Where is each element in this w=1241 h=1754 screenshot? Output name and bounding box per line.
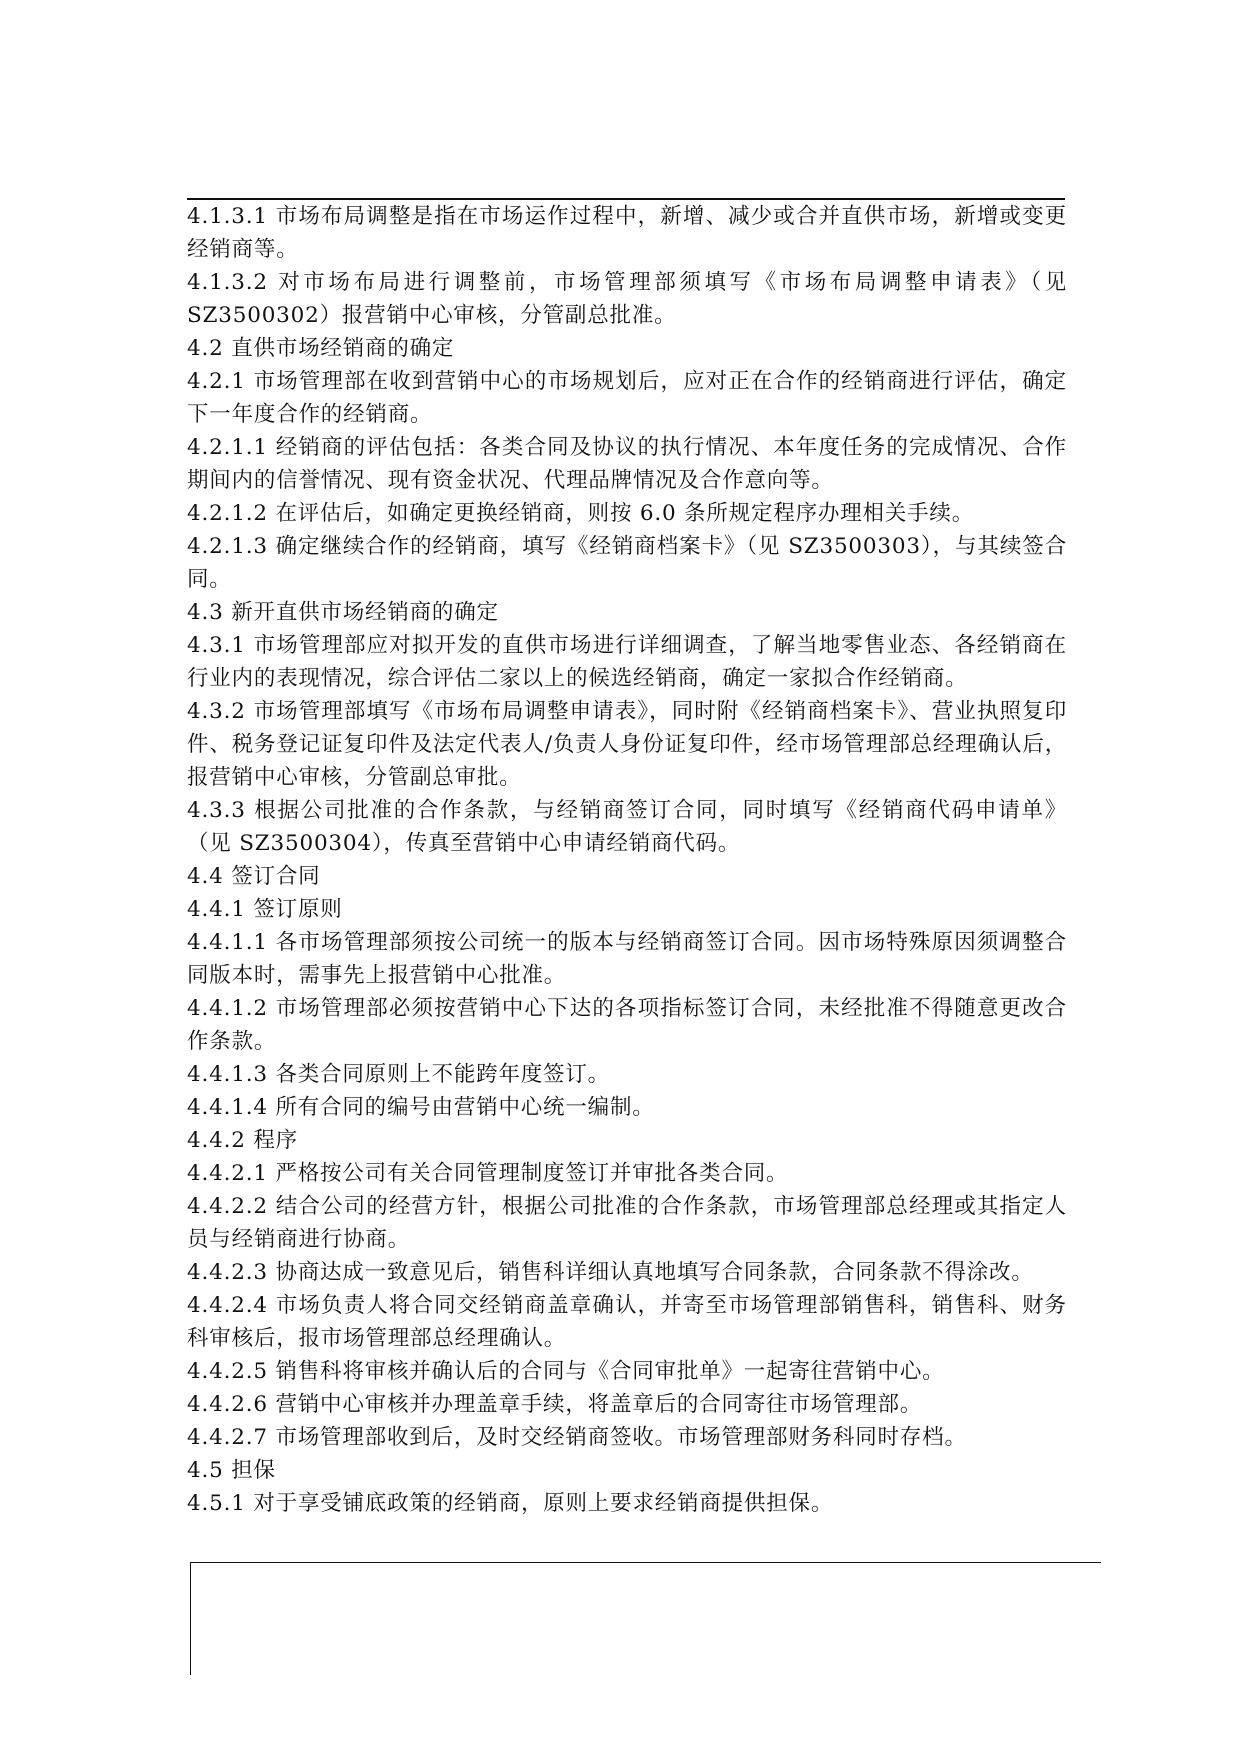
- footer-frame: [190, 1562, 1101, 1675]
- document-body: [187, 200, 1067, 1520]
- paragraph: 4.4.1.3 各类合同原则上不能跨年度签订。: [187, 1062, 610, 1087]
- paragraph: 4.4.2.2 结合公司的经营方针，根据公司批准的合作条款，市场管理部总经理或其指定人员与经销商进行协商。: [187, 1194, 1067, 1252]
- paragraph: 4.2.1.3 确定继续合作的经销商，填写《经销商档案卡》（见 SZ3500303），与其续签合同。: [187, 534, 1067, 592]
- paragraph: 4.4.1.1 各市场管理部须按公司统一的版本与经销商签订合同。因市场特殊原因须调整合同版本时，需事先上报营销中心批准。: [187, 930, 1067, 988]
- subsection-heading: 4.4.1 签订原则: [187, 897, 343, 922]
- paragraph: 4.3.2 市场管理部填写《市场布局调整申请表》，同时附《经销商档案卡》、营业执照复印件、税务登记证复印件及法定代表人/负责人身份证复印件，经市场管理部总经理确认后，报营销中心审核，分管副总审批。: [187, 699, 1067, 790]
- section-heading: 4.3 新开直供市场经销商的确定: [187, 600, 499, 625]
- paragraph: 4.4.2.6 营销中心审核并办理盖章手续，将盖章后的合同寄往市场管理部。: [187, 1392, 923, 1417]
- paragraph: 4.4.2.4 市场负责人将合同交经销商盖章确认，并寄至市场管理部销售科，销售科、财务科审核后，报市场管理部总经理确认。: [187, 1293, 1067, 1351]
- paragraph: 4.2.1.2 在评估后，如确定更换经销商，则按 6.0 条所规定程序办理相关手续。: [187, 501, 975, 526]
- paragraph: 4.3.1 市场管理部应对拟开发的直供市场进行详细调查，了解当地零售业态、各经销商在行业内的表现情况，综合评估二家以上的候选经销商，确定一家拟合作经销商。: [187, 633, 1067, 691]
- paragraph: 4.1.3.2 对市场布局进行调整前，市场管理部须填写《市场布局调整申请表》（见 SZ3500302）报营销中心审核，分管副总批准。: [187, 270, 1067, 328]
- paragraph: 4.2.1.1 经销商的评估包括：各类合同及协议的执行情况、本年度任务的完成情况、合作期间内的信誉情况、现有资金状况、代理品牌情况及合作意向等。: [187, 435, 1067, 493]
- section-heading: 4.5 担保: [187, 1458, 276, 1483]
- paragraph: 4.2.1 市场管理部在收到营销中心的市场规划后，应对正在合作的经销商进行评估，确定下一年度合作的经销商。: [187, 369, 1067, 427]
- paragraph: 4.4.2.1 严格按公司有关合同管理制度签订并审批各类合同。: [187, 1161, 789, 1186]
- section-heading: 4.4 签订合同: [187, 864, 321, 889]
- paragraph: 4.5.1 对于享受铺底政策的经销商，原则上要求经销商提供担保。: [187, 1491, 834, 1516]
- paragraph: 4.4.2.3 协商达成一致意见后，销售科详细认真地填写合同条款，合同条款不得涂改。: [187, 1260, 1034, 1285]
- paragraph: 4.4.1.2 市场管理部必须按营销中心下达的各项指标签订合同，未经批准不得随意更改合作条款。: [187, 996, 1067, 1054]
- section-heading: 4.2 直供市场经销商的确定: [187, 336, 455, 361]
- paragraph: 4.4.2.5 销售科将审核并确认后的合同与《合同审批单》一起寄往营销中心。: [187, 1359, 945, 1384]
- paragraph: 4.1.3.1 市场布局调整是指在市场运作过程中，新增、减少或合并直供市场，新增或变更经销商等。: [187, 204, 1067, 262]
- paragraph: 4.3.3 根据公司批准的合作条款，与经销商签订合同，同时填写《经销商代码申请单》（见 SZ3500304），传真至营销中心申请经销商代码。: [187, 798, 1067, 856]
- paragraph: 4.4.2.7 市场管理部收到后，及时交经销商签收。市场管理部财务科同时存档。: [187, 1425, 967, 1450]
- subsection-heading: 4.4.2 程序: [187, 1128, 298, 1153]
- paragraph: 4.4.1.4 所有合同的编号由营销中心统一编制。: [187, 1095, 655, 1120]
